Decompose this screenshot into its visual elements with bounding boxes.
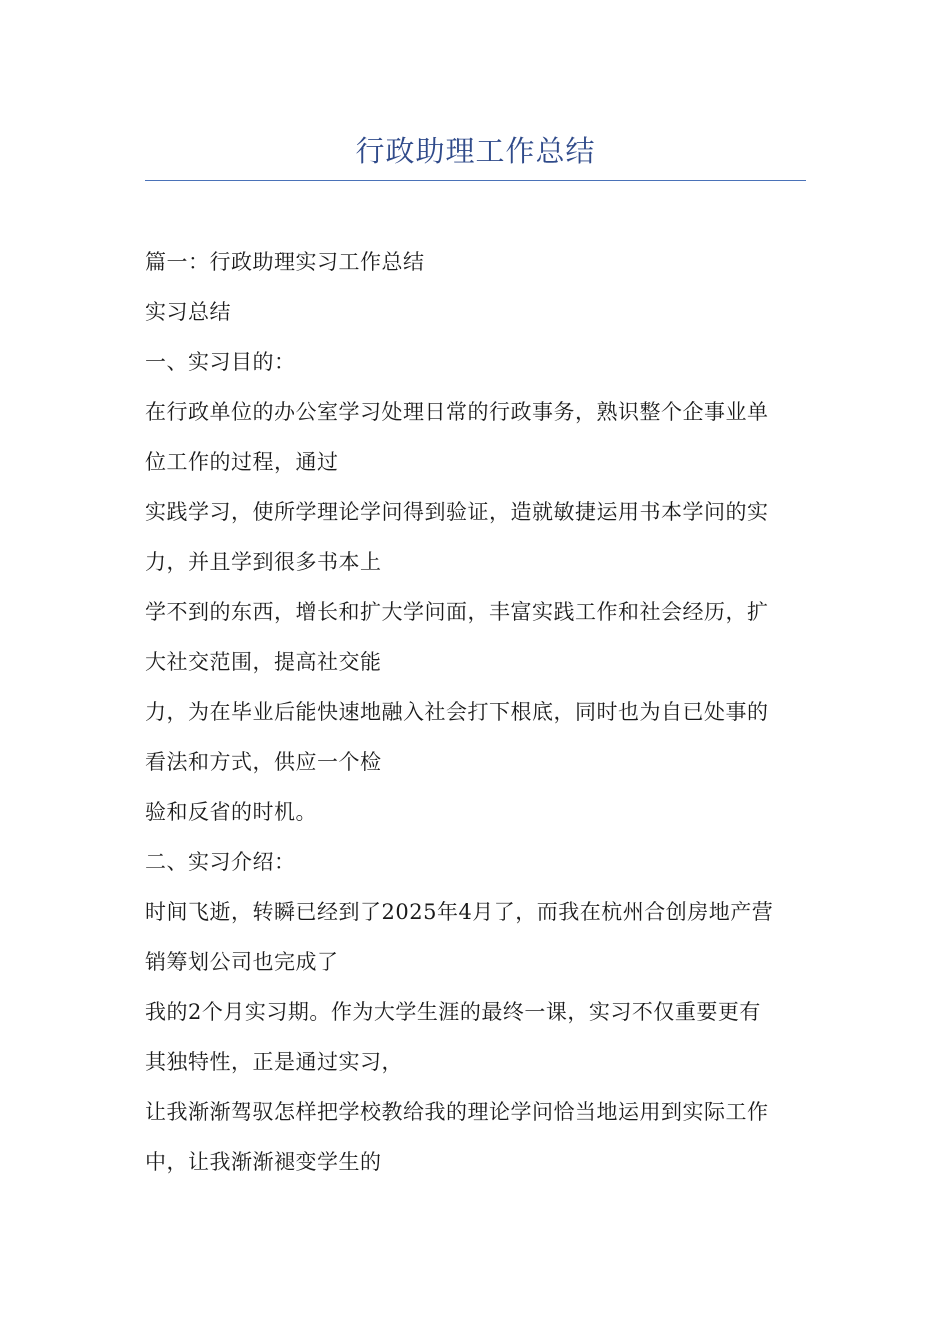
paragraph-line: 力，并且学到很多书本上 <box>145 550 382 574</box>
paragraph-line: 销筹划公司也完成了 <box>145 950 339 974</box>
paragraph-line: 位工作的过程，通过 <box>145 450 339 474</box>
paragraph-line: 让我渐渐驾驭怎样把学校教给我的理论学问恰当地运用到实际工作 <box>145 1100 769 1124</box>
paragraph-line: 在行政单位的办公室学习处理日常的行政事务，熟识整个企事业单 <box>145 400 769 424</box>
paragraph-line: 其独特性，正是通过实习， <box>145 1050 403 1074</box>
paragraph-line: 实践学习，使所学理论学问得到验证，造就敏捷运用书本学问的实 <box>145 500 769 524</box>
title-underline <box>145 180 806 181</box>
paragraph-line: 验和反省的时机。 <box>145 800 317 824</box>
paragraph-line: 学不到的东西，增长和扩大学问面，丰富实践工作和社会经历，扩 <box>145 600 769 624</box>
paragraph-line: 中，让我渐渐褪变学生的 <box>145 1150 382 1174</box>
paragraph-line: 我的2个月实习期。作为大学生涯的最终一课，实习不仅重要更有 <box>145 1000 761 1024</box>
paragraph-line: 看法和方式，供应一个检 <box>145 750 382 774</box>
paragraph-line: 大社交范围，提高社交能 <box>145 650 382 674</box>
section-heading: 二、实习介绍： <box>145 850 296 874</box>
subheading: 实习总结 <box>145 300 231 324</box>
section-heading: 篇一：行政助理实习工作总结 <box>145 250 425 274</box>
document-title: 行政助理工作总结 <box>355 134 596 168</box>
paragraph-line: 力，为在毕业后能快速地融入社会打下根底，同时也为自已处事的 <box>145 700 769 724</box>
section-heading: 一、实习目的： <box>145 350 296 374</box>
document-body <box>145 237 810 1187</box>
paragraph-line: 时间飞逝，转瞬已经到了2025年4月了，而我在杭州合创房地产营 <box>145 900 774 924</box>
